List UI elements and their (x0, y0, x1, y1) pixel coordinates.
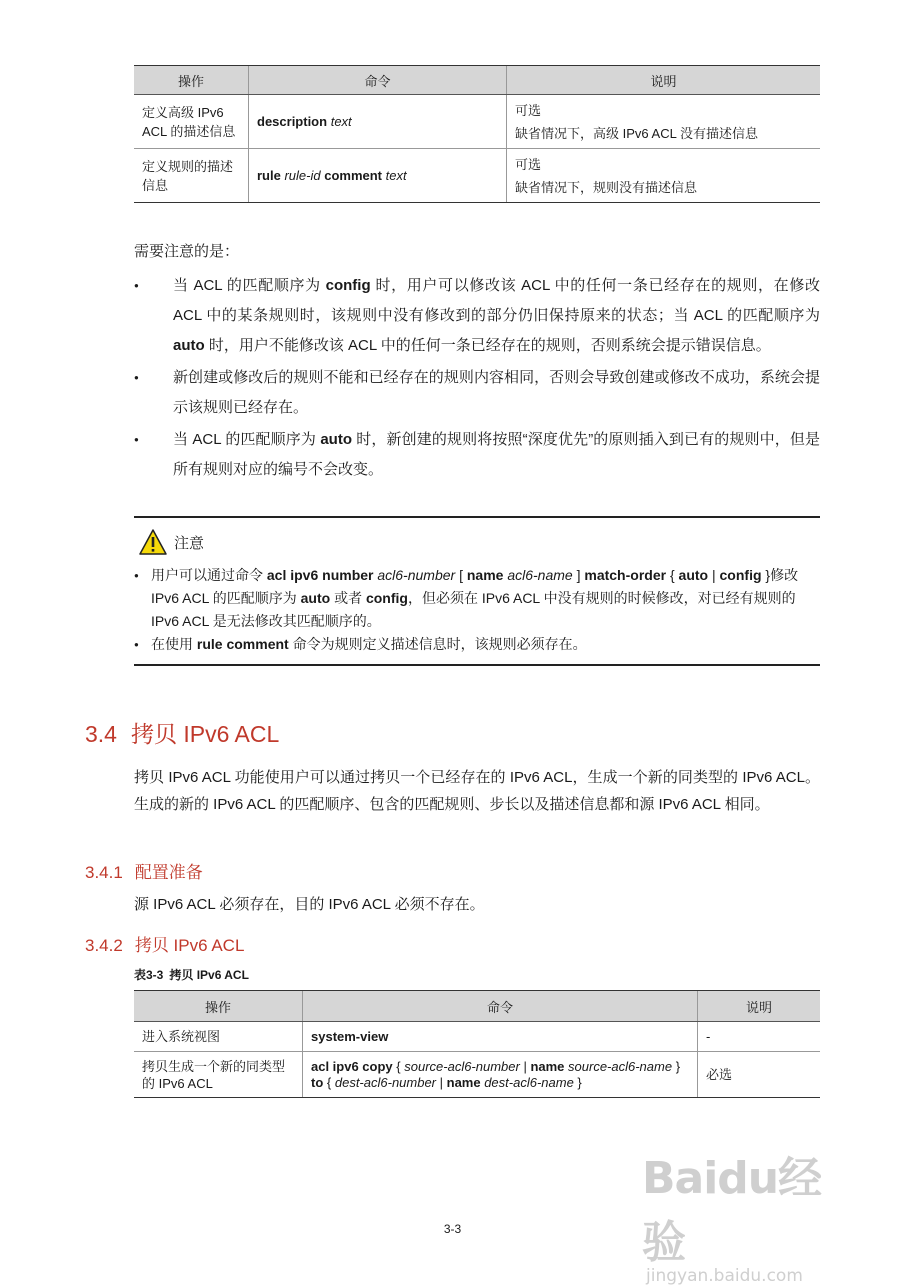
table-caption: 表3-3 拷贝 IPv6 ACL (134, 968, 249, 982)
table-header-operation: 操作 (134, 991, 303, 1022)
table-header-description: 说明 (507, 66, 821, 95)
notes-list (134, 271, 820, 487)
warning-icon (138, 528, 168, 556)
command-keyword: rule (257, 168, 281, 183)
note-cell (507, 95, 821, 149)
command-line: acl ipv6 copy { source-acl6-number | name source-acl6-name } (311, 1058, 681, 1074)
table-row (134, 95, 820, 149)
caution-box (134, 516, 820, 666)
caution-list (134, 564, 820, 656)
subsection-heading: 3.4.1 配置准备 (85, 863, 203, 882)
notes-intro: 需要注意的是： (134, 243, 240, 260)
note-line: 可选 (515, 102, 542, 118)
command-keyword: comment (324, 168, 383, 183)
command-line: to { dest-acl6-number | name dest-acl6-name } (311, 1074, 582, 1090)
table-row (134, 1022, 820, 1052)
table-row (134, 1052, 820, 1098)
note-line: 可选 (515, 156, 542, 172)
watermark-url: jingyan.baidu.com (646, 1266, 803, 1286)
operation-cell: 定义规则的描述信息 (134, 149, 249, 203)
command-argument: text (385, 168, 407, 183)
operation-cell: 定义高级 IPv6 ACL 的描述信息 (134, 95, 249, 149)
table-header-command: 命令 (249, 66, 507, 95)
list-item: ● 新创建或修改后的规则不能和已经存在的规则内容相同，否则会导致创建或修改不成功，系统会提示该规则已经存在。 (134, 363, 820, 423)
section-heading: 3.4 拷贝 IPv6 ACL (85, 721, 280, 747)
list-item: ● 当 ACL 的匹配顺序为 config 时，用户可以修改该 ACL 中的任何一条已经存在的规则，在修改 ACL 中的某条规则时，该规则中没有修改到的部分仍旧保持原来的状态；当 ACL 的匹配顺序为 auto 时，用户不能修改该 ACL 中的任何一条已经存在的规则，否则系统会提示错误信息。 (134, 271, 820, 361)
copy-command-table (134, 990, 820, 1098)
watermark-brand: Baidu经验 (642, 1153, 822, 1268)
note-line: 缺省情况下，高级 IPv6 ACL 没有描述信息 (515, 125, 758, 141)
command-argument: text (330, 114, 352, 129)
table-header-operation: 操作 (134, 66, 249, 95)
description-command-table (134, 65, 820, 203)
command-argument: rule-id (284, 168, 321, 183)
command-cell (249, 95, 507, 149)
command-cell: system-view (303, 1022, 698, 1052)
subsection-body: 源 IPv6 ACL 必须存在，目的 IPv6 ACL 必须不存在。 (134, 896, 485, 913)
section-body: 拷贝 IPv6 ACL 功能使用户可以通过拷贝一个已经存在的 IPv6 ACL，生成一个新的同类型的 IPv6 ACL。生成的新的 IPv6 ACL 的匹配顺序、包含的匹配规则、步长以及描述信息都和源 IPv6 ACL 相同。 (134, 769, 820, 813)
command-keyword: description (257, 114, 328, 129)
table-header-command: 命令 (303, 991, 698, 1022)
note-cell: 必选 (698, 1052, 821, 1098)
table-row (134, 149, 820, 203)
note-cell (507, 149, 821, 203)
operation-cell: 拷贝生成一个新的同类型的 IPv6 ACL (134, 1052, 303, 1098)
command-cell (303, 1052, 698, 1098)
command-cell (249, 149, 507, 203)
page-number: 3-3 (443, 1222, 462, 1236)
baidu-watermark (642, 1142, 862, 1286)
operation-cell: 进入系统视图 (134, 1022, 303, 1052)
note-cell: - (698, 1022, 821, 1052)
table-header-description: 说明 (698, 991, 821, 1022)
list-item: ● 用户可以通过命令 acl ipv6 number acl6-number [ name acl6-name ] match-order { auto | config }修改 IPv6 ACL 的匹配顺序为 auto 或者 config，但必须在 IPv6 ACL 中没有规则的时候修改，对已经有规则的 IPv6 ACL 是无法修改其匹配顺序的。 (134, 564, 820, 633)
note-line: 缺省情况下，规则没有描述信息 (515, 179, 698, 195)
caution-header (138, 526, 204, 558)
caution-title: 注意 (174, 534, 205, 552)
subsection-heading: 3.4.2 拷贝 IPv6 ACL (85, 936, 245, 955)
list-item: ● 在使用 rule comment 命令为规则定义描述信息时，该规则必须存在。 (134, 633, 820, 656)
list-item: ● 当 ACL 的匹配顺序为 auto 时，新创建的规则将按照“深度优先”的原则插入到已有的规则中，但是所有规则对应的编号不会改变。 (134, 425, 820, 485)
